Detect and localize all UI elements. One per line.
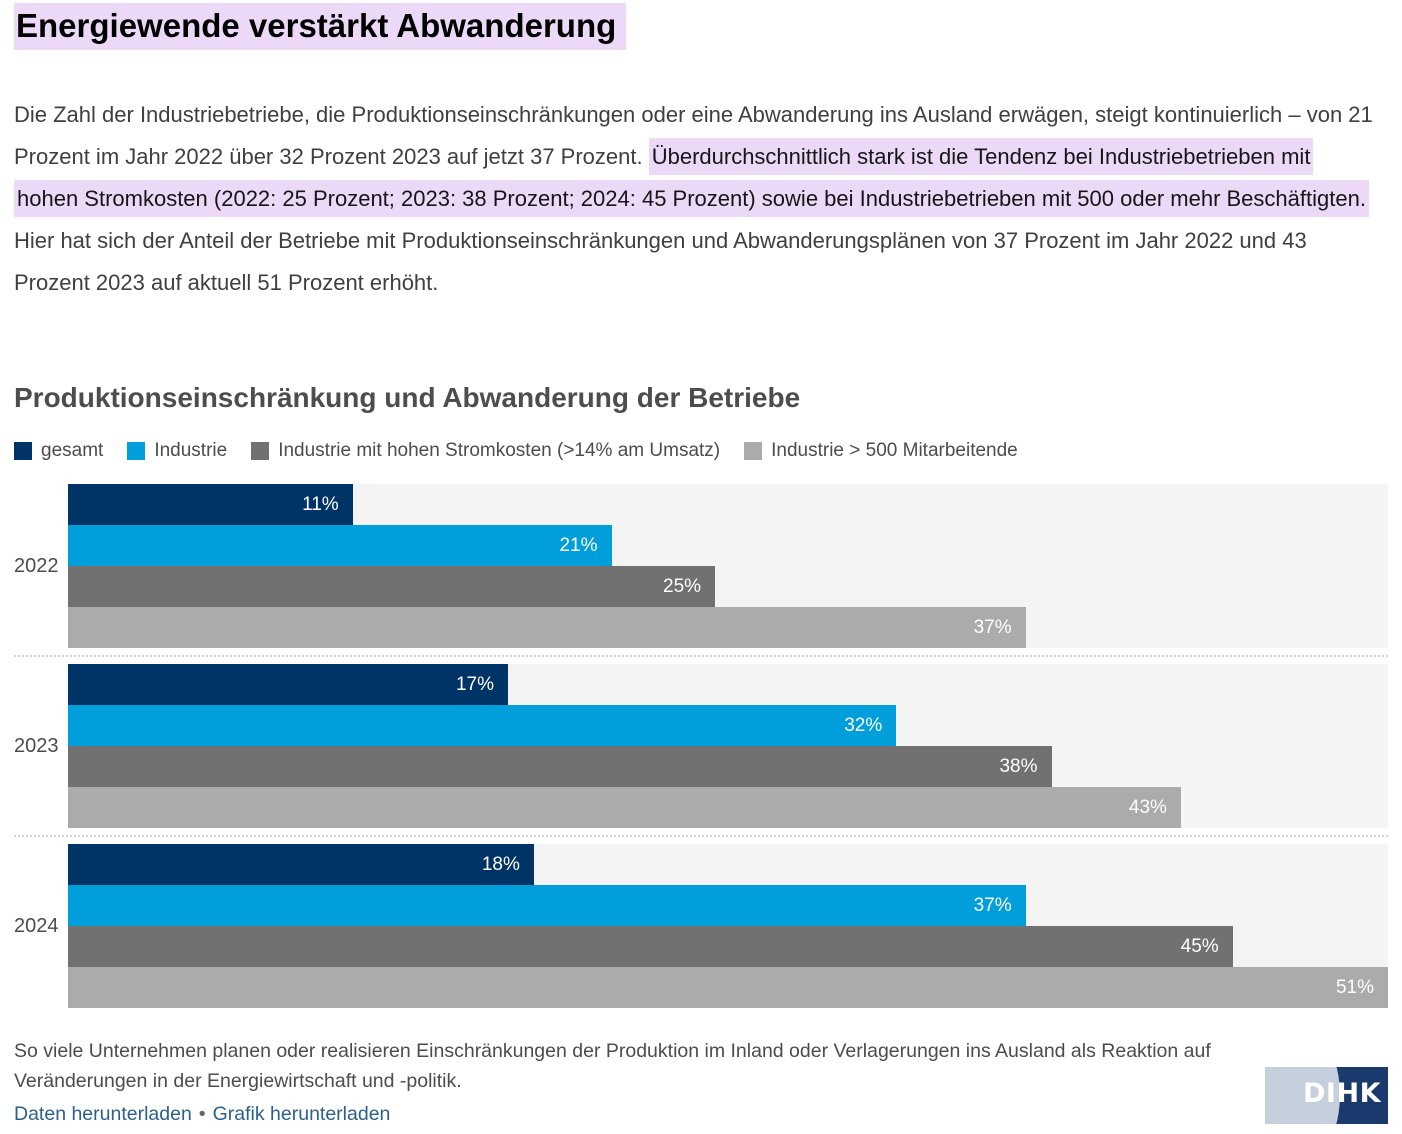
year-group-2024 xyxy=(14,844,1388,1008)
legend-item-industrie xyxy=(127,440,227,462)
bar-2023-gesamt[interactable] xyxy=(68,664,508,705)
footer xyxy=(14,1036,1388,1126)
year-group-2023 xyxy=(14,664,1388,828)
bar-value-label: 21% xyxy=(559,534,598,556)
bar-value-label: 18% xyxy=(481,853,520,875)
bar-2024-gesamt[interactable] xyxy=(68,844,534,885)
dihk-logo-text: DIHK xyxy=(1303,1077,1381,1109)
legend-label: Industrie mit hohen Stromkosten (>14% am Umsatz) xyxy=(278,440,721,462)
dihk-logo xyxy=(1265,1067,1388,1124)
year-label: 2022 xyxy=(14,554,59,577)
page-title xyxy=(14,8,1388,44)
footer-text-block xyxy=(14,1036,1239,1126)
bar-value-label: 45% xyxy=(1180,935,1219,957)
legend-item-industrie-mit-hohen-stromkosten-14-am-umsatz xyxy=(251,440,720,462)
bar-value-label: 11% xyxy=(302,493,339,515)
plot-area xyxy=(68,484,1388,648)
legend-label: Industrie xyxy=(154,440,228,462)
bar-2023-industrie-500-mitarbeitende[interactable] xyxy=(68,787,1181,828)
bar-value-label: 17% xyxy=(455,673,494,695)
legend-label: gesamt xyxy=(41,440,104,462)
bar-2024-industrie-500-mitarbeitende[interactable] xyxy=(68,967,1388,1008)
bar-value-label: 43% xyxy=(1128,796,1167,818)
bar-value-label: 37% xyxy=(973,616,1012,638)
bar-2024-industrie-mit-hohen-stromkosten-14-am-umsatz[interactable] xyxy=(68,926,1233,967)
plot-area xyxy=(68,844,1388,1008)
intro-paragraph xyxy=(14,94,1374,346)
intro-text-highlighted: Überdurchschnittlich stark ist die Tendenz bei Industriebetrieben mit hohen Stromkosten (2022: 25 Prozent; 2023: 38 Prozent; 2024: 45 Prozent) sowie bei Industriebetrieben mit 500 oder mehr Beschäftigten. xyxy=(14,138,1369,217)
legend-item-industrie-500-mitarbeitende xyxy=(744,440,1018,462)
download-links xyxy=(14,1103,1239,1126)
download-graphic-link[interactable]: Grafik herunterladen xyxy=(212,1103,391,1126)
intro-text-before: Die Zahl der Industriebetriebe, die Produktionseinschränkungen oder eine Abwanderung ins Ausland erwägen, steigt kontinuierlich – von 21 Prozent im Jahr 2022 über 32 Prozent 2023 auf jetzt 37 Prozent. xyxy=(14,102,1373,170)
legend-swatch-industrie xyxy=(127,442,145,460)
page-title-highlight: Energiewende verstärkt Abwanderung xyxy=(14,3,626,50)
bar-value-label: 25% xyxy=(663,575,702,597)
chart-legend xyxy=(14,440,1388,462)
year-label: 2023 xyxy=(14,734,59,757)
link-separator: • xyxy=(198,1103,206,1126)
intro-text-after: Hier hat sich der Anteil der Betriebe mit Produktionseinschränkungen und Abwanderungsplänen von 37 Prozent im Jahr 2022 und 43 Prozent 2023 auf aktuell 51 Prozent erhöht. xyxy=(14,228,1307,296)
bar-value-label: 38% xyxy=(999,755,1038,777)
year-group-separator xyxy=(14,835,1388,837)
legend-swatch-gesamt xyxy=(14,442,32,460)
year-group-separator xyxy=(14,655,1388,657)
bar-2022-industrie[interactable] xyxy=(68,525,612,566)
bar-2022-industrie-mit-hohen-stromkosten-14-am-umsatz[interactable] xyxy=(68,566,715,607)
legend-swatch-industrie-mit-hohen-stromkosten-14-am-umsatz xyxy=(251,442,269,460)
bar-2023-industrie[interactable] xyxy=(68,705,896,746)
bar-value-label: 37% xyxy=(973,894,1012,916)
chart-source-note: So viele Unternehmen planen oder realisieren Einschränkungen der Produktion im Inland oder Verlagerungen ins Ausland als Reaktion auf Veränderungen in der Energiewirtschaft und -politik. xyxy=(14,1040,1211,1093)
legend-label: Industrie > 500 Mitarbeitende xyxy=(771,440,1018,462)
bar-2024-industrie[interactable] xyxy=(68,885,1026,926)
download-data-link[interactable]: Daten herunterladen xyxy=(14,1103,192,1126)
year-group-2022 xyxy=(14,484,1388,648)
bar-2022-gesamt[interactable] xyxy=(68,484,353,525)
legend-item-gesamt xyxy=(14,440,103,462)
bar-value-label: 51% xyxy=(1335,976,1374,998)
bar-2022-industrie-500-mitarbeitende[interactable] xyxy=(68,607,1026,648)
plot-area xyxy=(68,664,1388,828)
bar-chart xyxy=(14,484,1388,1008)
bar-value-label: 32% xyxy=(844,714,883,736)
chart-title: Produktionseinschränkung und Abwanderung der Betriebe xyxy=(14,382,801,414)
bar-2023-industrie-mit-hohen-stromkosten-14-am-umsatz[interactable] xyxy=(68,746,1052,787)
year-label: 2024 xyxy=(14,914,59,937)
legend-swatch-industrie-500-mitarbeitende xyxy=(744,442,762,460)
